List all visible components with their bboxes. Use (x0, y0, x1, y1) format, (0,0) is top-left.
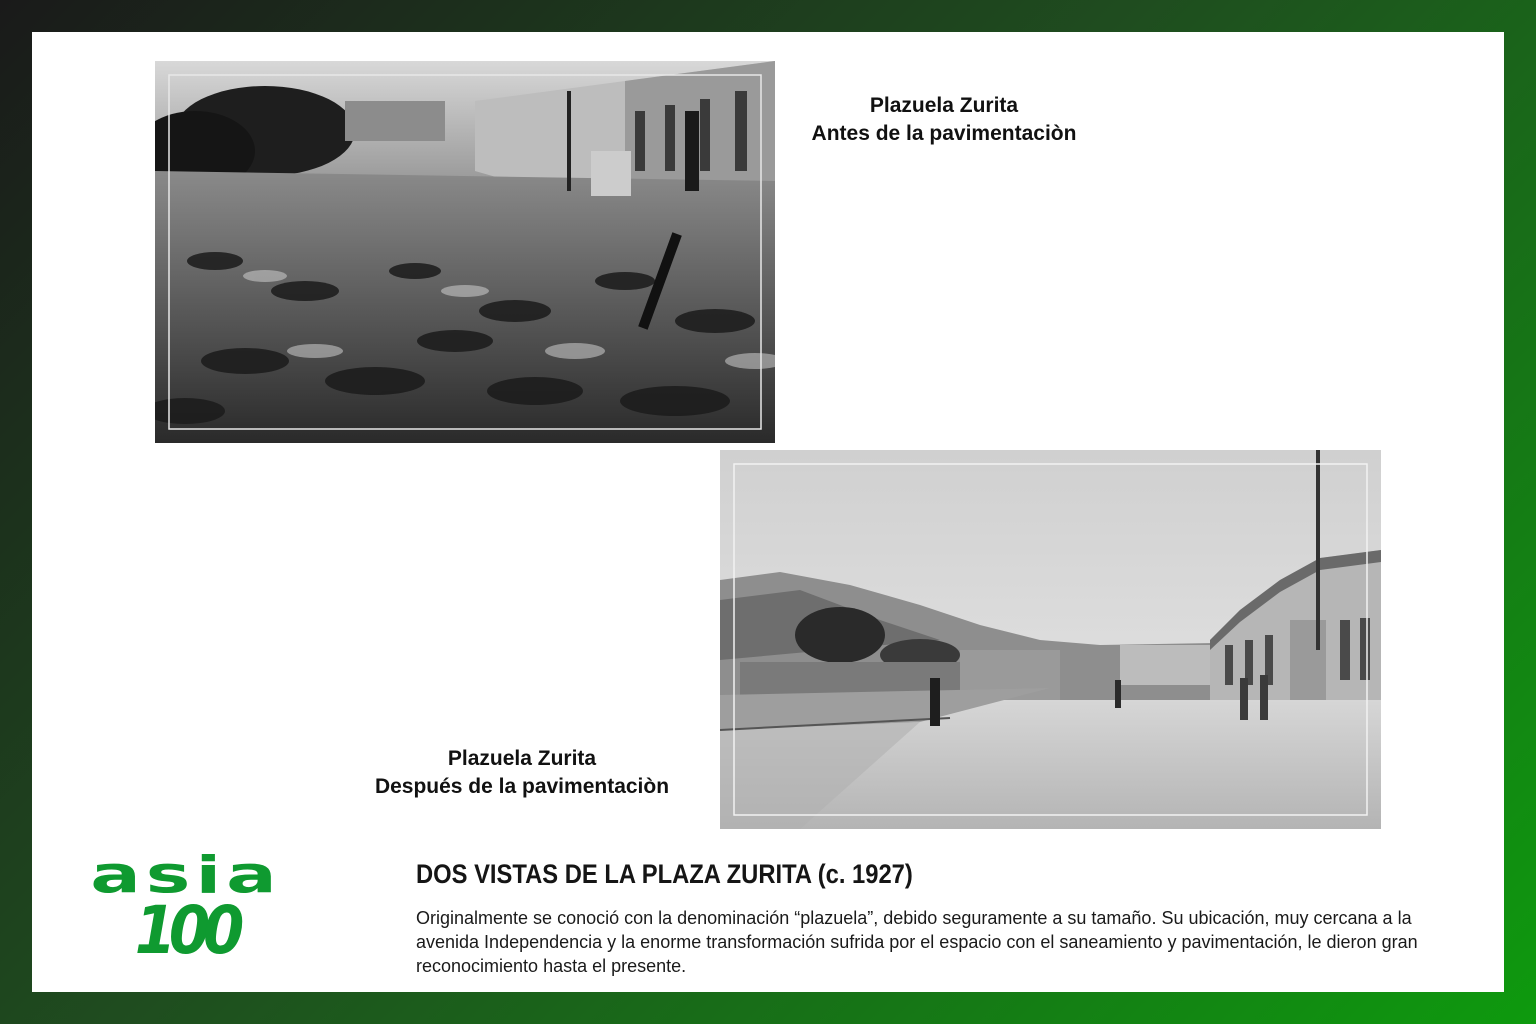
photo-after-paving (720, 450, 1381, 829)
caption-after-subtitle: Después de la pavimentaciòn (374, 775, 670, 798)
caption-before-subtitle: Antes de la pavimentaciòn (811, 122, 1077, 145)
article-body: Originalmente se conoció con la denominación “plazuela”, debido seguramente a su tamaño. Su ubicación, muy cercana a la avenida Independencia y la enorme transformación sufrida por el espacio con el saneamiento y pavimentación, le dieron gran reconocimiento hasta el presente. (416, 908, 1418, 976)
logo-number: 100 (134, 892, 238, 969)
caption-before (764, 92, 1124, 148)
caption-after-title: Plazuela Zurita (447, 747, 597, 770)
caption-after (342, 745, 702, 801)
logo-word: asia (90, 845, 282, 906)
content-panel (32, 32, 1504, 992)
photo-before-paving (155, 61, 775, 443)
caption-before-title: Plazuela Zurita (869, 94, 1019, 117)
asia-100-logo (76, 845, 296, 970)
article-title: DOS VISTAS DE LA PLAZA ZURITA (c. 1927) (416, 859, 913, 889)
